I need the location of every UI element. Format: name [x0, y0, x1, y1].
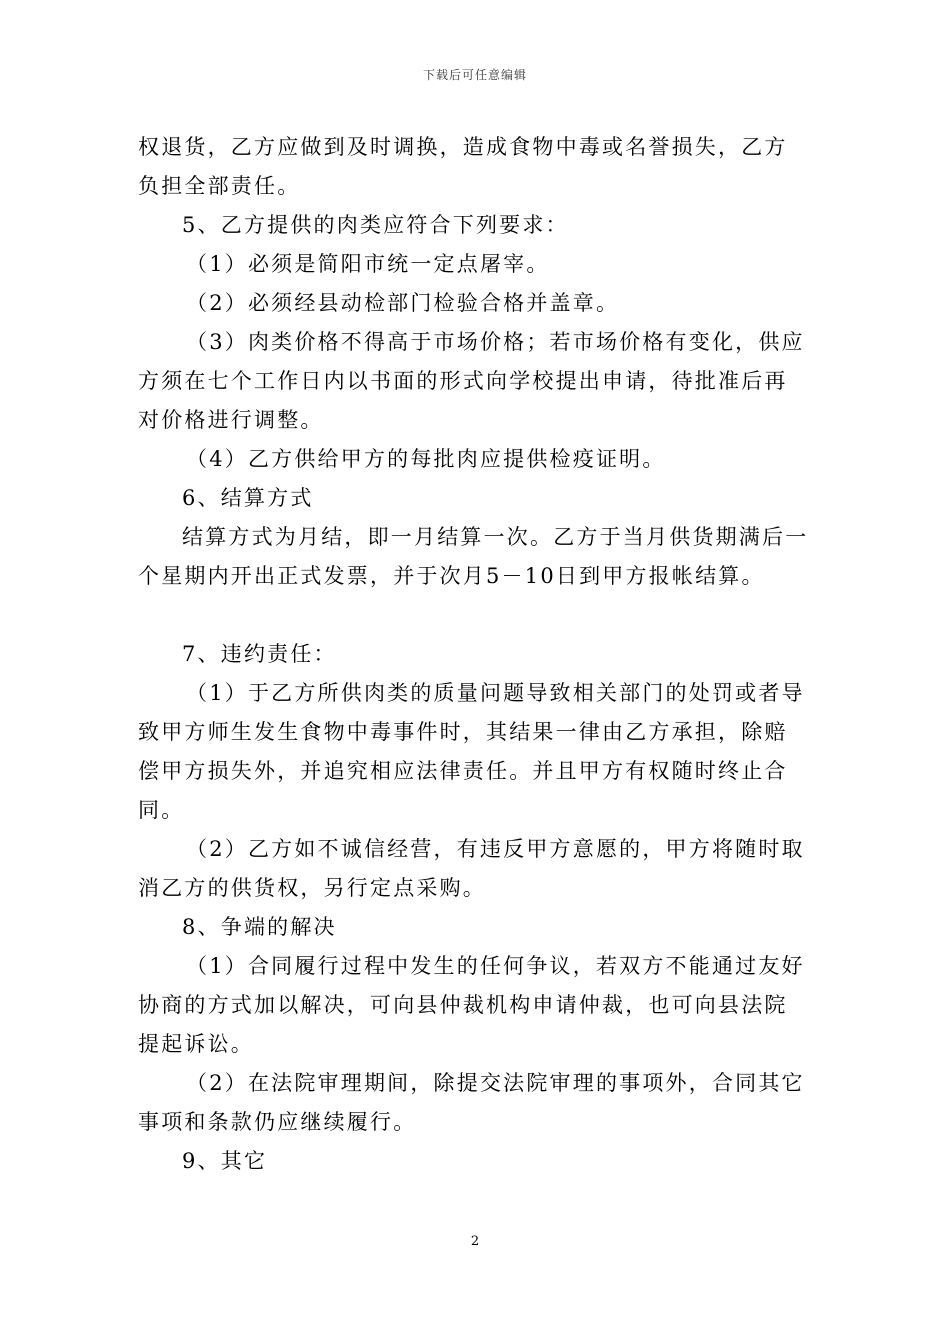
- section-6-body: 结算方式为月结，即一月结算一次。乙方于当月供货期满后一个星期内开出正式发票，并于次月5－10日到甲方报帐结算。: [138, 525, 809, 588]
- section-8-item-1: （1）合同履行过程中发生的任何争议，若双方不能通过友好协商的方式加以解决，可向县仲裁机构申请仲裁，也可向县法院提起诉讼。: [138, 954, 805, 1056]
- paragraph-return-clause: 权退货，乙方应做到及时调换，造成食物中毒或名誉损失，乙方负担全部责任。: [138, 135, 788, 198]
- section-5-item-2: （2）必须经县动检部门检验合格并盖章。: [186, 291, 620, 315]
- section-5-item-4: （4）乙方供给甲方的每批肉应提供检疫证明。: [186, 447, 666, 471]
- document-body: [138, 128, 810, 1181]
- section-7-heading: 7、违约责任：: [182, 642, 337, 666]
- section-9-heading: 9、其它: [182, 1149, 268, 1173]
- section-5-heading: 5、乙方提供的肉类应符合下列要求：: [182, 213, 569, 237]
- section-5-item-3: （3）肉类价格不得高于市场价格；若市场价格有变化，供应方须在七个工作日内以书面的形式向学校提出申请，待批准后再对价格进行调整。: [138, 330, 805, 432]
- section-8-heading: 8、争端的解决: [182, 915, 337, 939]
- section-5-item-1: （1）必须是简阳市统一定点屠宰。: [186, 252, 550, 276]
- blank-line: [138, 596, 810, 635]
- section-6-heading: 6、结算方式: [182, 486, 314, 510]
- page-number: 2: [470, 1234, 480, 1249]
- section-7-item-2: （2）乙方如不诚信经营，有违反甲方意愿的，甲方将随时取消乙方的供货权，另行定点采购。: [138, 837, 805, 900]
- page-header-note: 下载后可任意编辑: [422, 68, 527, 82]
- section-7-item-1: （1）于乙方所供肉类的质量问题导致相关部门的处罚或者导致甲方师生发生食物中毒事件时，其结果一律由乙方承担，除赔偿甲方损失外，并追究相应法律责任。并且甲方有权随时终止合同。: [138, 681, 805, 822]
- section-8-item-2: （2）在法院审理期间，除提交法院审理的事项外，合同其它事项和条款仍应继续履行。: [138, 1071, 805, 1134]
